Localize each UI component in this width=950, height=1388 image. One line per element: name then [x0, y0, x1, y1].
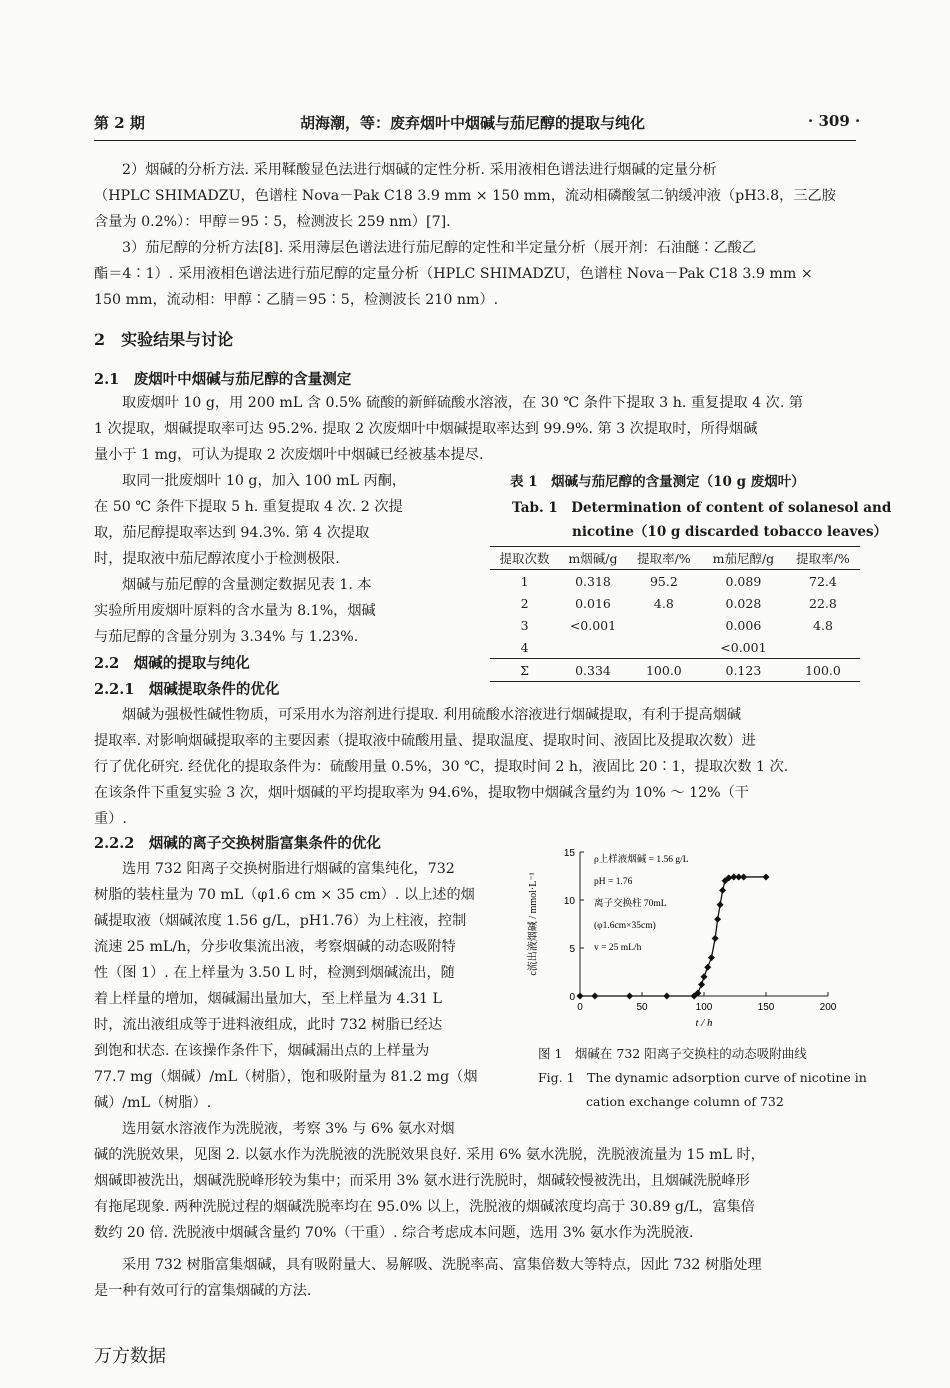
table-row: [490, 570, 860, 593]
y-tick-label: 15: [563, 848, 575, 859]
line: 碱的洗脱效果，见图 2. 以氨水作为洗脱液的洗脱效果良好. 采用 6% 氨水洗脱，洗脱液流量为 15 mL 时，: [94, 1147, 765, 1163]
line: 采用 732 树脂富集烟碱，具有吸附量大、易解吸、洗脱率高、富集倍数大等特点，因此 732 树脂处理: [122, 1257, 762, 1273]
cell: [627, 636, 701, 659]
x-tick-label: 150: [757, 1002, 775, 1013]
table-row: [490, 636, 860, 659]
paragraph-conclusion: [94, 1252, 862, 1304]
data-point: [663, 993, 670, 1000]
line: 与茄尼醇的含量分别为 3.34% 与 1.23%.: [94, 629, 359, 645]
cell: 0.123: [725, 662, 762, 678]
data-point: [701, 973, 708, 980]
watermark-footer: 万方数据: [94, 1346, 166, 1367]
data-point: [708, 954, 715, 961]
section-heading-2-2-1: 2.2.1 烟碱提取条件的优化: [94, 681, 280, 698]
cell: 0.016: [575, 595, 611, 611]
cell: 100.0: [645, 662, 682, 678]
cell: 95.2: [649, 573, 678, 589]
y-tick-label: 0: [569, 992, 575, 1003]
line: 77.7 mg（烟碱）/mL（树脂），饱和吸附量为 81.2 mg（烟: [94, 1069, 478, 1085]
cell: Σ: [520, 662, 529, 678]
x-tick-label: 50: [636, 1002, 648, 1013]
line: 有拖尾现象. 两种洗脱过程的烟碱洗脱率均在 95.0% 以上，洗脱液的烟碱浓度均高于 30.89 g/L，富集倍: [94, 1199, 755, 1215]
line: 取同一批废烟叶 10 g，加入 100 mL 丙酮，: [122, 473, 407, 489]
cell: 0.318: [575, 573, 611, 589]
cell: 0.089: [725, 573, 762, 589]
line: 烟碱为强极性碱性物质，可采用水为溶剂进行提取. 利用硫酸水溶液进行烟碱提取，有利于提高烟碱: [122, 707, 742, 723]
line: 时，提取液中茄尼醇浓度小于检测极限.: [94, 551, 340, 567]
data-point: [577, 993, 584, 1000]
legend-text: 离子交换柱 70mL: [594, 899, 667, 909]
line: 量小于 1 mg，可认为提取 2 次废烟叶中烟碱已经被基本提尽.: [94, 447, 484, 463]
cell: [559, 636, 627, 659]
section-heading-2-2-2: 2.2.2 烟碱的离子交换树脂富集条件的优化: [94, 835, 381, 852]
data-point: [717, 901, 724, 908]
cell: [627, 614, 701, 636]
cell: 4: [520, 639, 529, 655]
line: 行了优化研究. 经优化的提取条件为：硫酸用量 0.5%，30 ℃，提取时间 2 h，液固比 20∶1，提取次数 1 次.: [94, 759, 789, 775]
page-number: · 309 ·: [808, 112, 861, 130]
section-heading-2-1: 2.1 废烟叶中烟碱与茄尼醇的含量测定: [94, 371, 352, 388]
line: 时，流出液组成等于进料液组成，此时 732 树脂已经达: [94, 1017, 443, 1033]
data-point: [591, 993, 598, 1000]
line: 流速 25 mL/h，分步收集流出液，考察烟碱的动态吸附特: [94, 939, 456, 955]
line: 实验所用废烟叶原料的含水量为 8.1%，烟碱: [94, 603, 376, 619]
col-header: 提取率/%: [637, 551, 691, 566]
table-caption-en: Tab. 1 Determination of content of solanesol and: [512, 500, 892, 516]
paragraph-2-2-2: [94, 856, 512, 1116]
paragraph-nicotine-method: [94, 157, 862, 235]
col-header: m烟碱/g: [568, 551, 618, 566]
cell: 72.4: [809, 573, 837, 589]
line: 含量为 0.2%）：甲醇＝95∶5，检测波长 259 nm）[7].: [94, 214, 451, 230]
legend-text: (φ1.6cm×35cm): [594, 921, 656, 931]
cell: 0.006: [725, 617, 762, 633]
line: 3）茄尼醇的分析方法[8]. 采用薄层色谱法进行茄尼醇的定性和半定量分析（展开剂：石油醚∶乙酸乙: [122, 240, 757, 256]
line: 数约 20 倍. 洗脱液中烟碱含量约 70%（干重）. 综合考虑成本问题，选用 3% 氨水作为洗脱液.: [94, 1225, 694, 1241]
table-caption-en-2: nicotine（10 g discarded tobacco leaves）: [572, 524, 888, 540]
cell: <0.001: [720, 639, 767, 655]
line: 1 次提取，烟碱提取率可达 95.2%. 提取 2 次废烟叶中烟碱提取率达到 99.9%. 第 3 次提取时，所得烟碱: [94, 421, 758, 437]
figure-caption-en: Fig. 1 The dynamic adsorption curve of nicotine in: [538, 1070, 867, 1085]
cell: 4.8: [813, 617, 833, 633]
x-tick-label: 100: [695, 1002, 713, 1013]
data-point: [763, 873, 770, 880]
cell: 3: [520, 617, 529, 633]
running-title: 胡海潮，等：废弃烟叶中烟碱与茄尼醇的提取与纯化: [300, 114, 646, 132]
data-point: [740, 873, 747, 880]
cell: 0.028: [725, 595, 762, 611]
line: 2）烟碱的分析方法. 采用鞣酸显色法进行烟碱的定性分析. 采用液相色谱法进行烟碱的定量分析: [122, 162, 717, 178]
paragraph-2-2-1: [94, 702, 862, 832]
data-point: [626, 993, 633, 1000]
y-axis-label: c流出液烟碱 / mmol·L⁻¹: [528, 872, 539, 976]
line: 在 50 ℃ 条件下提取 5 h. 重复提取 4 次. 2 次提: [94, 499, 403, 515]
x-axis-label: t / h: [695, 1017, 713, 1029]
line: 烟碱即被洗出，烟碱洗脱峰形较为集中；而采用 3% 氨水进行洗脱时，烟碱较慢被洗出，且烟碱洗脱峰形: [94, 1173, 750, 1189]
cell: 1: [520, 573, 529, 589]
cell: 100.0: [805, 662, 841, 678]
data-point: [712, 935, 719, 942]
paragraph-solanesol-method: [94, 235, 862, 313]
col-header: 提取率/%: [796, 551, 850, 566]
line: （HPLC SHIMADZU，色谱柱 Nova－Pak C18 3.9 mm × 150 mm，流动相磷酸氢二钠缓冲液（pH3.8，三乙胺: [94, 188, 836, 204]
table-row: [490, 592, 860, 614]
figure-caption-cn: 图 1 烟碱在 732 阳离子交换柱的动态吸附曲线: [538, 1046, 807, 1061]
table-sum-row: [490, 659, 860, 682]
header-rule: [94, 140, 856, 141]
series-line: [580, 877, 766, 996]
col-header: 提取次数: [499, 551, 550, 566]
cell: 22.8: [809, 595, 837, 611]
legend-text: ρ上样液烟碱 = 1.56 g/L: [594, 855, 689, 865]
line: 选用氨水溶液作为洗脱液，考察 3% 与 6% 氨水对烟: [122, 1121, 455, 1137]
line: 选用 732 阳离子交换树脂进行烟碱的富集纯化，732: [122, 861, 455, 877]
cell: 0.334: [575, 662, 611, 678]
table-header-row: [490, 547, 860, 570]
x-tick-label: 200: [819, 1002, 837, 1013]
line: 重）.: [94, 811, 127, 827]
line: 碱提取液（烟碱浓度 1.56 g/L，pH1.76）为上柱液，控制: [94, 913, 467, 929]
line: 150 mm，流动相：甲醇∶乙腈＝95∶5，检测波长 210 nm）.: [94, 292, 499, 308]
line: 树脂的装柱量为 70 mL（φ1.6 cm × 35 cm）. 以上述的烟: [94, 887, 475, 903]
figure-1-chart: [520, 840, 860, 1040]
line: 碱）/mL（树脂）.: [94, 1095, 212, 1111]
section-heading-2: 2 实验结果与讨论: [94, 330, 234, 349]
data-point: [698, 981, 705, 988]
paragraph-elution: [94, 1116, 862, 1246]
paragraph-2-1c: [94, 572, 439, 650]
line: 着上样量的增加，烟碱漏出量加大，至上样量为 4.31 L: [94, 991, 442, 1007]
line: 性（图 1）. 在上样量为 3.50 L 时，检测到烟碱流出，随: [94, 965, 455, 981]
legend-text: v = 25 mL/h: [594, 943, 642, 953]
table-caption-cn: 表 1 烟碱与茄尼醇的含量测定（10 g 废烟叶）: [510, 474, 805, 490]
x-tick-label: 0: [577, 1002, 583, 1013]
cell: [786, 636, 860, 659]
line: 酯＝4∶1）. 采用液相色谱法进行茄尼醇的定量分析（HPLC SHIMADZU，色谱柱 Nova－Pak C18 3.9 mm ×: [94, 266, 813, 282]
line: 烟碱与茄尼醇的含量测定数据见表 1. 本: [122, 577, 372, 593]
paragraph-2-1b: [94, 468, 439, 572]
table-row: [490, 614, 860, 636]
line: 是一种有效可行的富集烟碱的方法.: [94, 1283, 312, 1299]
cell: 4.8: [653, 595, 674, 611]
line: 取，茄尼醇提取率达到 94.3%. 第 4 次提取: [94, 525, 370, 541]
line: 提取率. 对影响烟碱提取率的主要因素（提取液中硫酸用量、提取温度、提取时间、液固比及提取次数）进: [94, 733, 756, 749]
data-point: [714, 916, 721, 923]
paragraph-2-1a: [94, 390, 862, 468]
line: 到饱和状态. 在该操作条件下，烟碱漏出点的上样量为: [94, 1043, 430, 1059]
cell: 2: [520, 595, 529, 611]
line: 取废烟叶 10 g，用 200 mL 含 0.5% 硫酸的新鲜硫酸水溶液，在 30 ℃ 条件下提取 3 h. 重复提取 4 次. 第: [122, 395, 804, 411]
y-tick-label: 10: [563, 896, 575, 907]
section-heading-2-2: 2.2 烟碱的提取与纯化: [94, 655, 250, 672]
line: 在该条件下重复实验 3 次，烟叶烟碱的平均提取率为 94.6%，提取物中烟碱含量约为 10% ～ 12%（干: [94, 785, 749, 801]
y-tick-label: 5: [569, 944, 575, 955]
cell: <0.001: [569, 617, 617, 633]
data-point: [704, 964, 711, 971]
figure-caption-en-2: cation exchange column of 732: [586, 1094, 784, 1109]
col-header: m茄尼醇/g: [712, 551, 775, 566]
content-table: [490, 546, 860, 682]
journal-issue: 第 2 期: [94, 114, 145, 132]
legend-text: pH = 1.76: [594, 877, 633, 887]
data-point: [719, 887, 726, 894]
